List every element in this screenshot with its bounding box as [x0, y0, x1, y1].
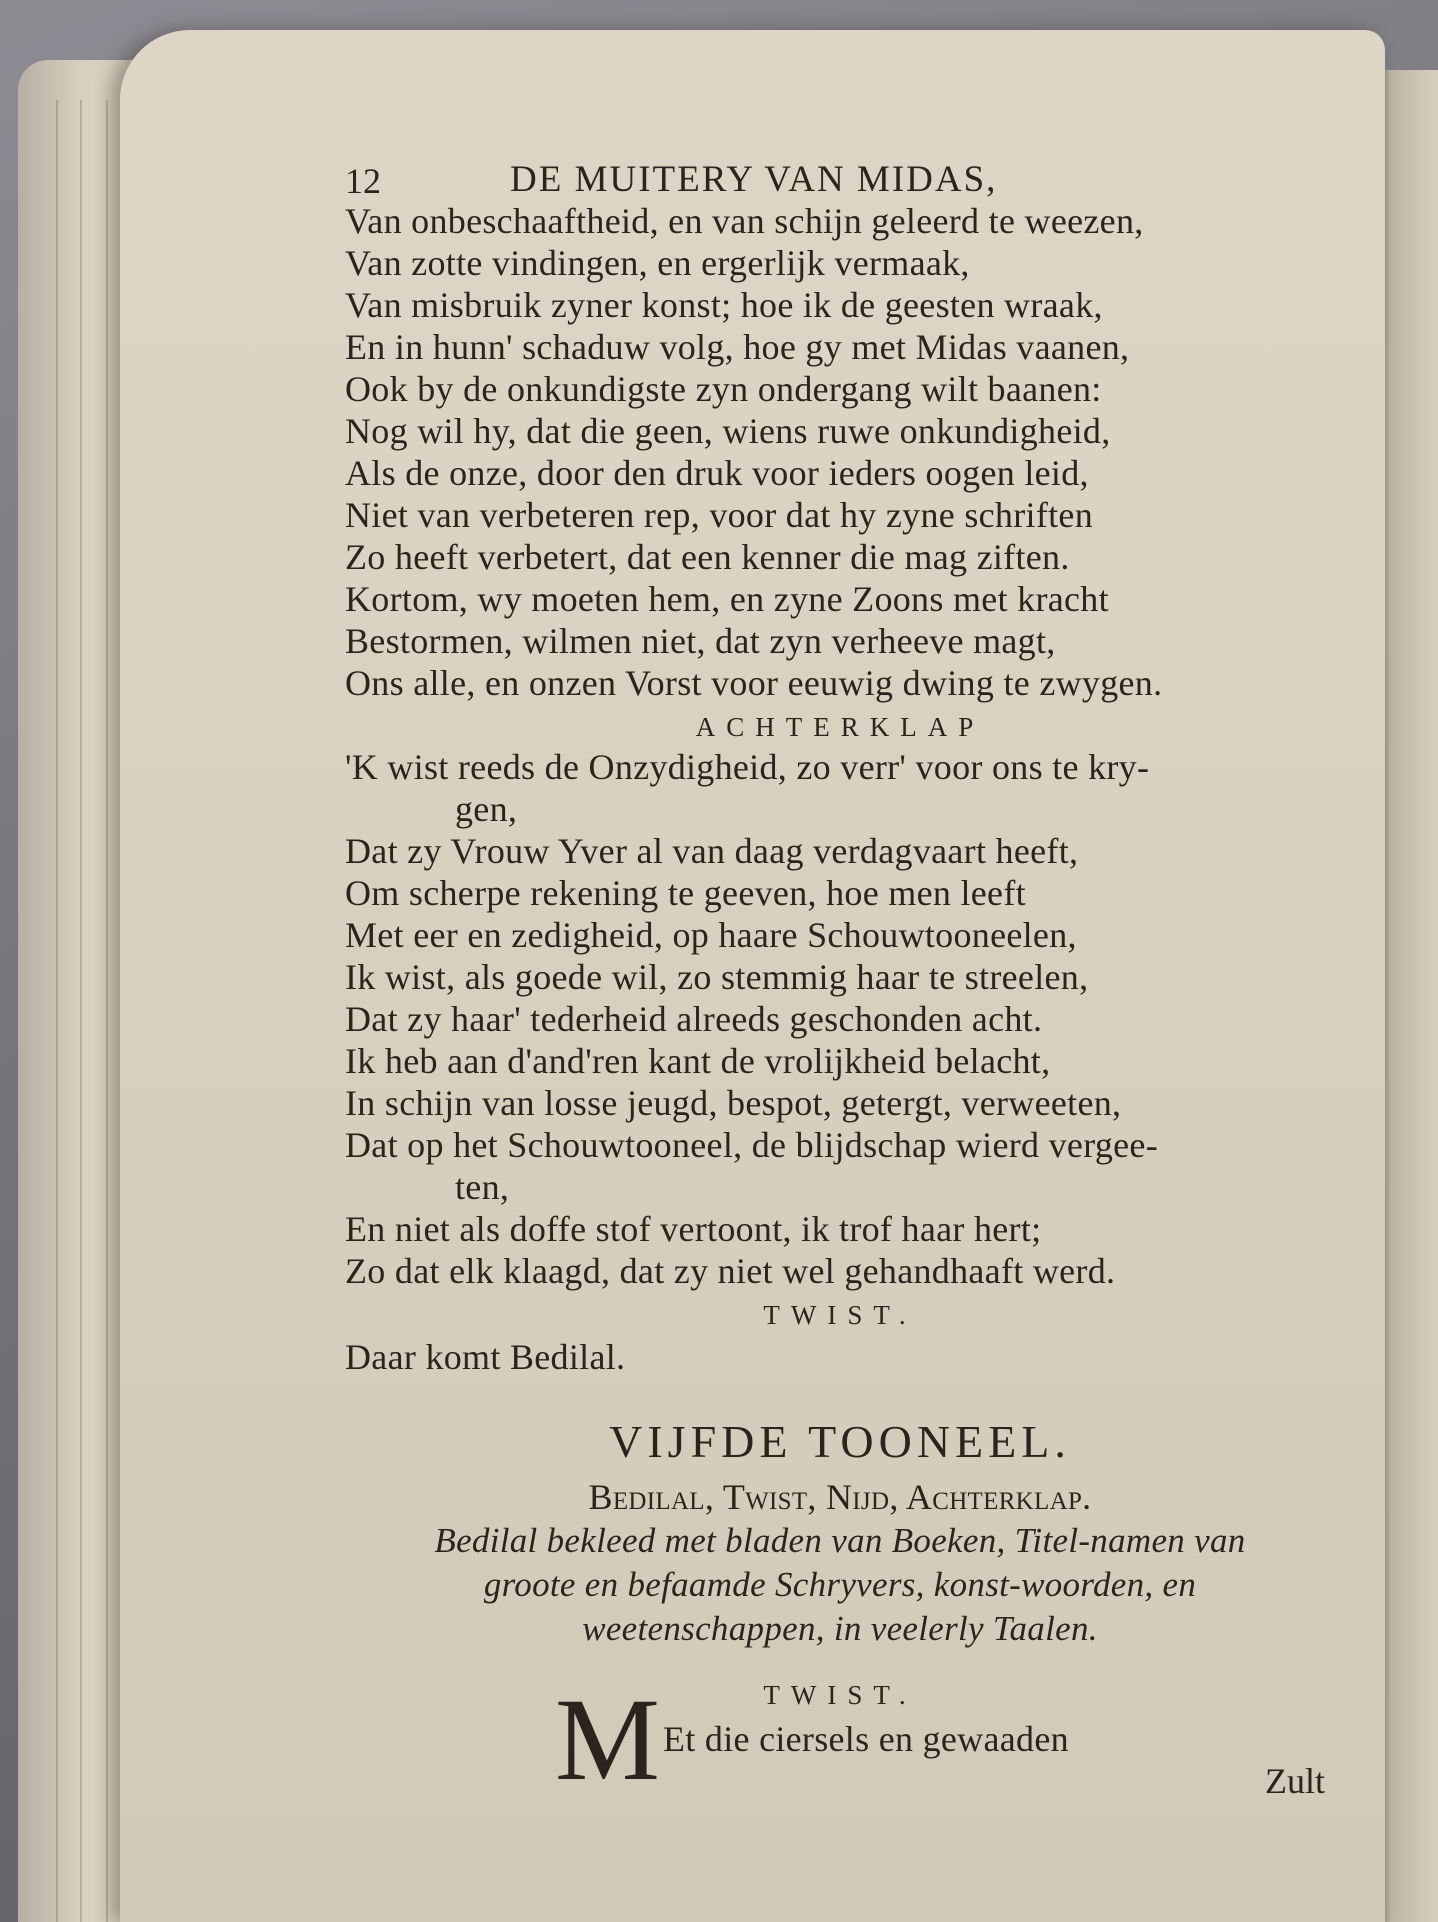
verse-line: Ook by de onkundigste zyn ondergang wilt baanen: — [345, 369, 1102, 409]
verse-line: Dat op het Schouwtooneel, de blijdschap wierd vergee- — [345, 1125, 1158, 1165]
verse-line: Nog wil hy, dat die geen, wiens ruwe onkundigheid, — [345, 411, 1111, 451]
stage-direction: groote en befaamde Schryvers, konst-woorden, en — [483, 1565, 1197, 1604]
verse-line: En in hunn' schaduw volg, hoe gy met Midas vaanen, — [345, 327, 1130, 367]
verse-line: 'K wist reeds de Onzydigheid, zo verr' voor ons te kry- — [345, 747, 1150, 787]
speaker-name: ACHTERKLAP — [695, 712, 985, 742]
verse-line: Met eer en zedigheid, op haare Schouwtooneelen, — [345, 915, 1077, 955]
verse-line: Ik wist, als goede wil, zo stemmig haar te streelen, — [345, 957, 1089, 997]
verse-line: Van onbeschaaftheid, en van schijn geleerd te weezen, — [345, 201, 1144, 241]
drop-capital: M — [555, 1674, 660, 1805]
verse-line: Bestormen, wilmen niet, dat zyn verheeve magt, — [345, 621, 1056, 661]
verse-line: In schijn van losse jeugd, bespot, getergt, verweeten, — [345, 1083, 1122, 1123]
verse-line: Als de onze, door den druk voor ieders oogen leid, — [345, 453, 1089, 493]
verse-line: Ik heb aan d'and'ren kant de vrolijkheid belacht, — [345, 1041, 1051, 1081]
verse-line: Et die ciersels en gewaaden — [663, 1719, 1069, 1759]
verse-line: Niet van verbeteren rep, voor dat hy zyne schriften — [345, 495, 1093, 535]
verse-line: Dat zy haar' tederheid alreeds geschonden acht. — [345, 999, 1043, 1039]
verse-line-continuation: gen, — [455, 789, 518, 829]
verse-line: Kortom, wy moeten hem, en zyne Zoons met kracht — [345, 579, 1109, 619]
scene-title: VIJFDE TOONEEL. — [609, 1416, 1071, 1467]
verse-line: Van misbruik zyner konst; hoe ik de geesten wraak, — [345, 285, 1103, 325]
verse-line: Daar komt Bedilal. — [345, 1337, 626, 1377]
verse-line: Ons alle, en onzen Vorst voor eeuwig dwing te zwygen. — [345, 663, 1163, 703]
catchword: Zult — [1265, 1761, 1325, 1801]
verse-line: Om scherpe rekening te geeven, hoe men leeft — [345, 873, 1026, 913]
verse-line: Zo dat elk klaagd, dat zy niet wel gehandhaaft werd. — [345, 1251, 1116, 1291]
stage-direction: Bedilal bekleed met bladen van Boeken, Titel-namen van — [434, 1521, 1246, 1560]
verse-line: Van zotte vindingen, en ergerlijk vermaak, — [345, 243, 970, 283]
stage-direction: weetenschappen, in veelerly Taalen. — [582, 1609, 1098, 1648]
page-number: 12 — [345, 161, 381, 201]
verse-line-continuation: ten, — [455, 1167, 510, 1207]
running-head: DE MUITERY VAN MIDAS, — [510, 159, 998, 200]
speaker-name: TWIST. — [763, 1680, 917, 1710]
scene-cast: Bedilal, Twist, Nijd, Achterklap. — [588, 1477, 1092, 1517]
verse-line: Dat zy Vrouw Yver al van daag verdagvaart heeft, — [345, 831, 1079, 871]
verse-line: Zo heeft verbetert, dat een kenner die mag ziften. — [345, 537, 1070, 577]
verse-line: En niet als doffe stof vertoont, ik trof haar hert; — [345, 1209, 1042, 1249]
speaker-name: TWIST. — [763, 1300, 917, 1330]
